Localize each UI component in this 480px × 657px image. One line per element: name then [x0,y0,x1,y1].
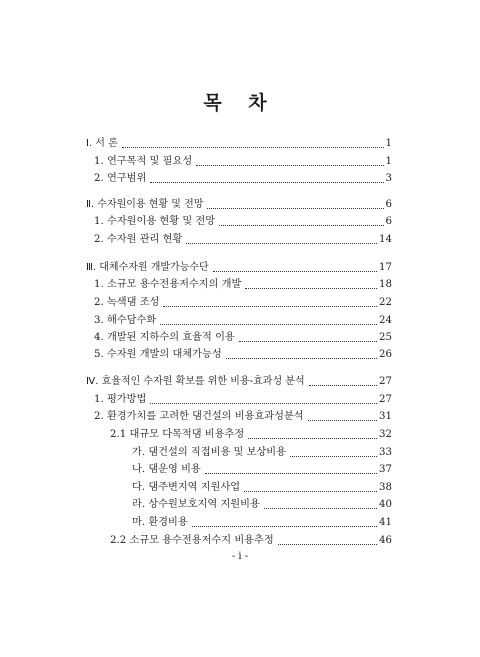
toc-section-entry [132,497,392,513]
toc-entry-page-number: 24 [379,315,392,326]
dot-leader [192,526,377,527]
toc-entry-label: 2.1 대규모 다목적댐 비용추정 [110,429,245,440]
page-title: 목 차 [203,92,277,114]
dot-leader [207,208,383,209]
toc-entry-label: 5. 수자원 개발의 대체가능성 [94,349,222,360]
dot-leader [186,243,377,244]
toc-entry-label: 라. 상수원보호지역 지원비용 [132,499,260,510]
toc-entry-page-number: 22 [379,297,392,308]
toc-entry-label: 1. 평가방법 [94,394,147,405]
toc-entry-label: 1. 연구목적 및 필요성 [94,156,193,167]
dot-leader [308,420,377,421]
toc-chapter-entry [86,136,392,152]
toc-entry-page-number: 6 [385,216,392,227]
toc-section-entry [132,480,392,496]
toc-entry-page-number: 18 [379,279,392,290]
toc-entry-page-number: 14 [379,234,392,245]
toc-section-entry [94,392,392,408]
toc-section-entry [132,445,392,461]
toc-entry-page-number: 1 [385,156,392,167]
toc-entry-label: 3. 해수담수화 [94,315,157,326]
toc-entry-label: 1. 소규모 용수전용저수지의 개발 [94,279,242,290]
toc-entry-page-number: 41 [379,517,392,528]
dot-leader [163,306,377,307]
dot-leader [150,182,383,183]
toc-entry-page-number: 27 [379,394,392,405]
toc-section-entry [94,171,392,187]
dot-leader [248,438,377,439]
toc-entry-label: Ⅳ. 효율적인 수자원 확보를 위한 비용-효과성 분석 [86,376,305,387]
toc-section-entry [94,347,392,363]
toc-entry-label: 나. 댐운영 비용 [132,464,201,475]
dot-leader [244,491,377,492]
toc-section-entry [94,409,392,425]
dot-leader [213,271,377,272]
dot-leader [278,544,377,545]
toc-entry-page-number: 40 [379,499,392,510]
toc-entry-page-number: 33 [379,447,392,458]
toc-entry-label: 다. 댐주변지역 지원사업 [132,482,241,493]
toc-entry-label: 2. 환경가치를 고려한 댐건설의 비용효과성분석 [94,411,304,422]
toc-entry-label: 2. 녹색댐 조성 [94,297,160,308]
toc-entry-page-number: 31 [379,411,392,422]
toc-chapter-entry [86,260,392,276]
toc-entry-page-number: 27 [379,376,392,387]
toc-section-entry [132,515,392,531]
toc-section-entry [94,313,392,329]
toc-entry-label: Ⅲ. 대체수자원 개발가능수단 [86,262,209,273]
toc-chapter-entry [86,197,392,213]
toc-section-entry [94,214,392,230]
toc-section-entry [110,427,392,443]
toc-entry-page-number: 37 [379,464,392,475]
toc-entry-page-number: 6 [385,199,392,210]
toc-entry-page-number: 1 [385,138,392,149]
toc-entry-label: 4. 개발된 지하수의 효율적 이용 [94,332,235,343]
toc-entry-label: 가. 댐건설의 직접비용 및 보상비용 [132,447,286,458]
dot-leader [264,508,377,509]
toc-entry-label: 1. 수자원이용 현황 및 전망 [94,216,216,227]
toc-entry-page-number: 17 [379,262,392,273]
dot-leader [245,288,377,289]
toc-entry-label: 2. 수자원 관리 현황 [94,234,183,245]
dot-leader [226,358,377,359]
toc-chapter-entry [86,374,392,390]
toc-entry-label: 마. 환경비용 [132,517,188,528]
dot-leader [122,147,384,148]
toc-section-entry [94,154,392,170]
toc-section-entry [94,277,392,293]
dot-leader [205,473,377,474]
toc-section-entry [94,295,392,311]
toc-section-entry [132,462,392,478]
toc-entry-page-number: 46 [379,535,392,546]
toc-section-entry [94,330,392,346]
toc-entry-page-number: 26 [379,349,392,360]
page-number-footer: - i - [231,551,249,562]
dot-leader [290,456,377,457]
toc-entry-page-number: 38 [379,482,392,493]
toc-entry-label: Ⅱ. 수자원이용 현황 및 전망 [86,199,204,210]
toc-entry-page-number: 32 [379,429,392,440]
toc-entry-label: Ⅰ. 서 론 [86,138,118,149]
toc-entry-page-number: 3 [385,173,392,184]
dot-leader [309,385,377,386]
dot-leader [150,403,377,404]
toc-entry-label: 2.2 소규모 용수전용저수지 비용추정 [110,535,274,546]
toc-entry-page-number: 25 [379,332,392,343]
dot-leader [160,324,377,325]
dot-leader [196,165,383,166]
toc-entry-label: 2. 연구범위 [94,173,147,184]
toc-section-entry [94,232,392,248]
toc-section-entry [110,533,392,549]
dot-leader [239,341,377,342]
dot-leader [219,225,383,226]
